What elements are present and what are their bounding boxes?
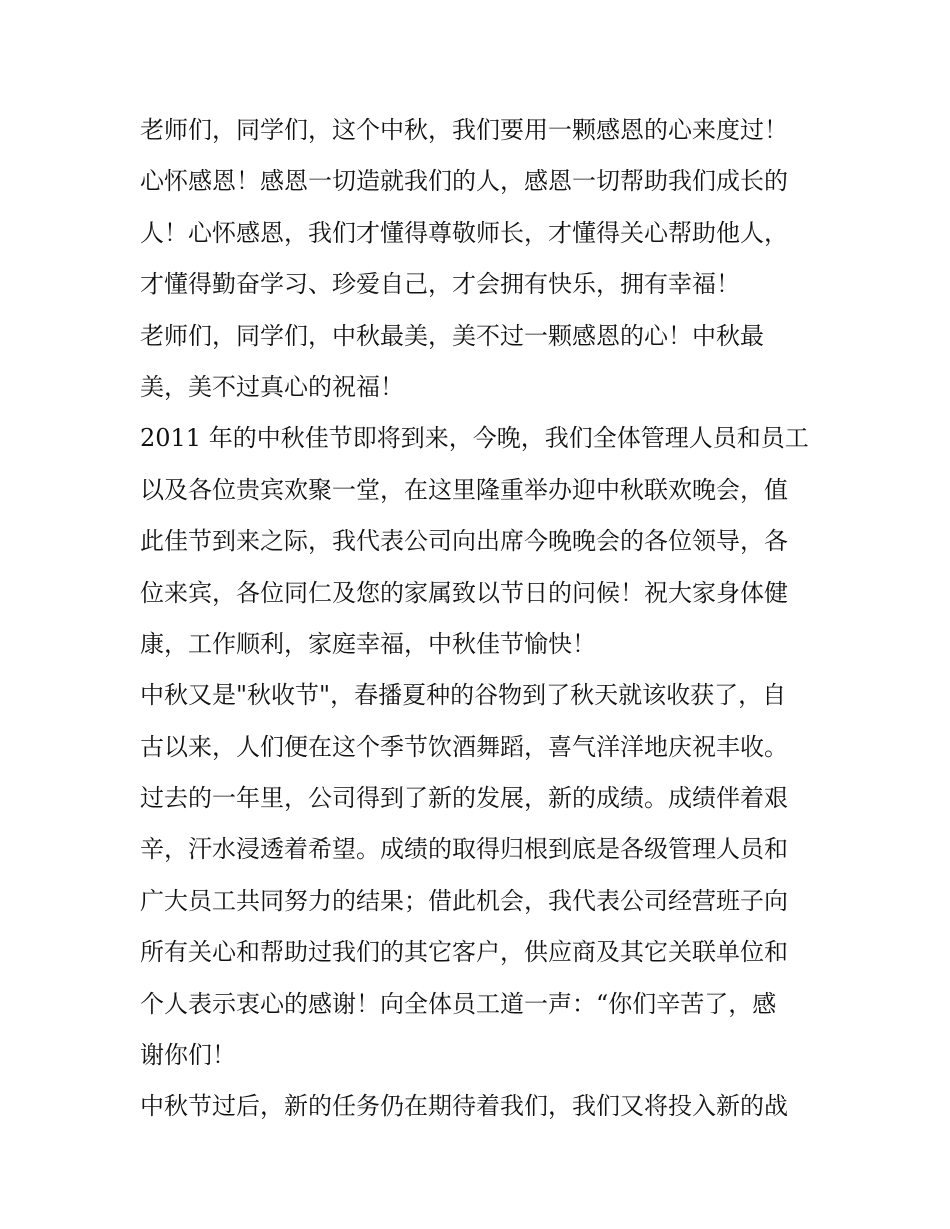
text-line: 个人表示衷心的感谢！向全体员工道一声：“你们辛苦了，感 xyxy=(140,989,777,1018)
text-line: 过去的一年里，公司得到了新的发展，新的成绩。成绩伴着艰 xyxy=(140,784,788,813)
text-line: 此佳节到来之际，我代表公司向出席今晚晚会的各位领导，各 xyxy=(140,527,788,556)
text-line: 2011 年的中秋佳节即将到来，今晚，我们全体管理人员和员工 xyxy=(140,424,809,453)
text-line: 美，美不过真心的祝福！ xyxy=(140,372,404,401)
text-line: 位来宾，各位同仁及您的家属致以节日的问候！祝大家身体健 xyxy=(140,578,788,607)
text-line: 人！心怀感恩，我们才懂得尊敬师长，才懂得关心帮助他人， xyxy=(140,218,788,247)
text-line: 古以来，人们便在这个季节饮酒舞蹈，喜气洋洋地庆祝丰收。 xyxy=(140,732,788,761)
text-line: 广大员工共同努力的结果；借此机会，我代表公司经营班子向 xyxy=(140,886,788,915)
text-line: 以及各位贵宾欢聚一堂，在这里隆重举办迎中秋联欢晚会，值 xyxy=(140,475,788,504)
text-line: 所有关心和帮助过我们的其它客户，供应商及其它关联单位和 xyxy=(140,938,788,967)
text-line: 中秋节过后，新的任务仍在期待着我们，我们又将投入新的战 xyxy=(140,1092,788,1121)
text-line: 老师们，同学们，中秋最美，美不过一颗感恩的心！中秋最 xyxy=(140,321,764,350)
body-text xyxy=(140,105,820,1133)
text-line: 辛，汗水浸透着希望。成绩的取得归根到底是各级管理人员和 xyxy=(140,835,788,864)
text-line: 心怀感恩！感恩一切造就我们的人，感恩一切帮助我们成长的 xyxy=(140,167,788,196)
text-line: 康，工作顺利，家庭幸福，中秋佳节愉快！ xyxy=(140,629,596,658)
text-line: 老师们，同学们，这个中秋，我们要用一颗感恩的心来度过！ xyxy=(140,116,788,144)
text-line: 中秋又是"秋收节"，春播夏种的谷物到了秋天就该收获了，自 xyxy=(140,681,787,710)
text-line: 谢你们！ xyxy=(140,1041,236,1070)
text-line: 才懂得勤奋学习、珍爱自己，才会拥有快乐，拥有幸福！ xyxy=(140,270,740,299)
